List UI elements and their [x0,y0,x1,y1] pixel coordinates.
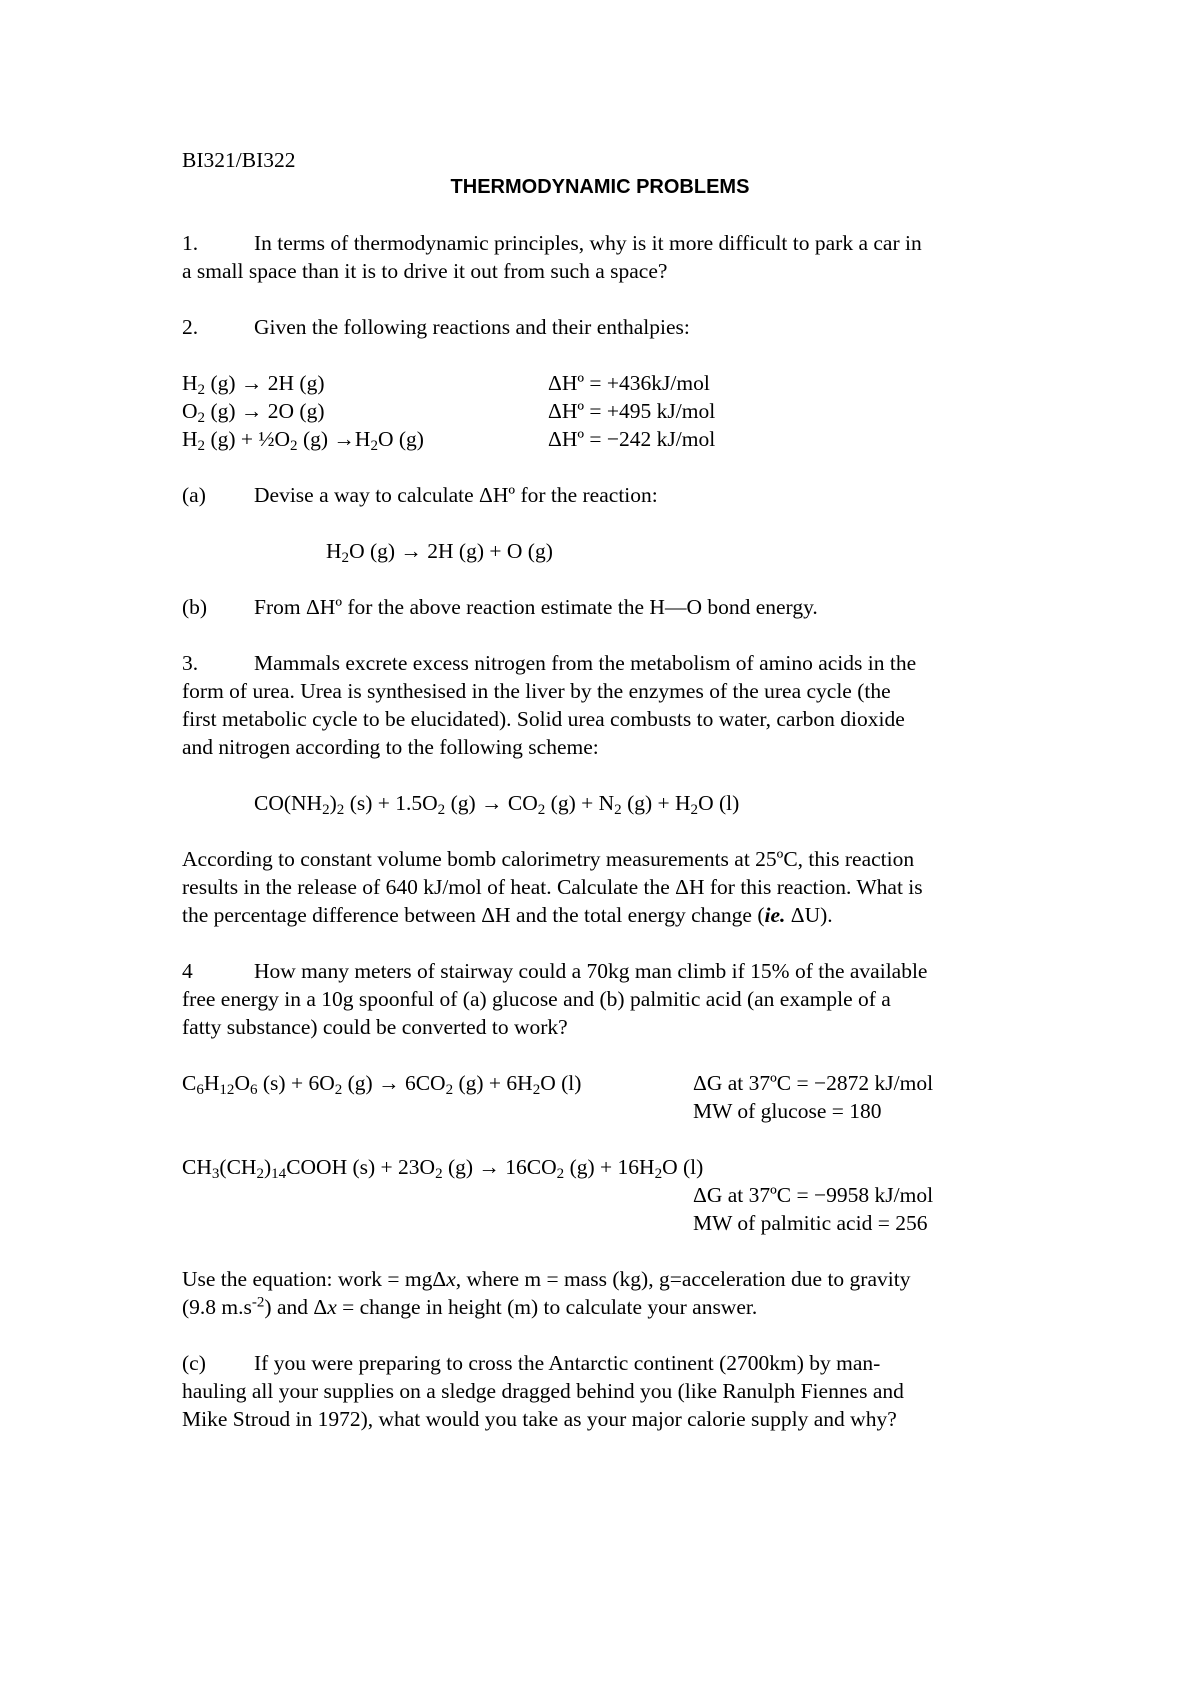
glucose-free-energy: ΔG at 37ºC = −2872 kJ/mol [693,1071,934,1095]
q3-line-3: first metabolic cycle to be elucidated). Solid urea combusts to water, carbon dioxide [182,707,905,731]
work-equation-line-1: Use the equation: work = mgΔx, where m = mass (kg), g=acceleration due to gravity [182,1267,911,1291]
q4c-label: (c) [182,1351,206,1375]
q4-line-1: 4 How many meters of stairway could a 70kg man climb if 15% of the available [182,959,928,983]
q4c-line-1: (c) If you were preparing to cross the Antarctic continent (2700km) by man- [182,1351,881,1375]
glucose-molecular-weight: MW of glucose = 180 [693,1099,882,1123]
q3-line-1: 3. Mammals excrete excess nitrogen from the metabolism of amino acids in the [182,651,917,675]
page-title: THERMODYNAMIC PROBLEMS [450,176,750,198]
q2b-text: (b) From ΔHº for the above reaction estimate the H—O bond energy. [182,595,818,619]
palmitic-free-energy: ΔG at 37ºC = −9958 kJ/mol [693,1183,934,1207]
reaction-o2-dissociation: $O_2$ (g) → 2O (g) [182,399,325,426]
q2b-label: (b) [182,595,208,619]
enthalpy-o2: ΔHº = +495 kJ/mol [548,399,716,423]
q3-line-2: form of urea. Urea is synthesised in the liver by the enzymes of the urea cycle (the [182,679,891,703]
q4c-line-3: Mike Stroud in 1972), what would you take as your major calorie supply and why? [182,1407,897,1431]
q3-after-1: According to constant volume bomb calorimetry measurements at 25ºC, this reaction [182,847,915,871]
q4-number: 4 [182,959,193,983]
reaction-water-dissociation: $H_2O$ (g) → 2H (g) + O (g) [326,539,553,566]
q4c-line-2: hauling all your supplies on a sledge dragged behind you (like Ranulph Fiennes and [182,1379,904,1403]
q2-intro: 2. Given the following reactions and their enthalpies: [182,315,690,339]
course-code: BI321/BI322 [182,148,296,172]
q3-line-4: and nitrogen according to the following scheme: [182,735,599,759]
work-equation-line-2: (9.8 $m.s^{-2}$) and Δx = change in height (m) to calculate your answer. [182,1294,758,1319]
q2a-text: (a) Devise a way to calculate ΔHº for the reaction: [182,483,658,507]
enthalpy-h2: ΔHº = +436kJ/mol [548,371,710,395]
q4-line-3: fatty substance) could be converted to work? [182,1015,568,1039]
q1-line-2: a small space than it is to drive it out from such a space? [182,259,668,283]
q2a-label: (a) [182,483,206,507]
q3-after-2: results in the release of 640 kJ/mol of heat. Calculate the ΔH for this reaction. What is [182,875,923,899]
enthalpy-water: ΔHº = −242 kJ/mol [548,427,716,451]
reaction-glucose-combustion: $C_6H_{12}O_6$ $(s) + 6O_2$ $(g) \to 6CO_2$ $(g) + 6H_2O$ (l) [182,1071,582,1098]
q3-after-3: the percentage difference between ΔH and the total energy change (ie. ΔU). [182,903,833,927]
reaction-urea-combustion: $CO(NH_2)_2$ $(s) + 1.5O_2$ $(g) \to CO_2$ $(g) + N_2$ $(g) + H_2O$ (l) [254,791,740,818]
q4-line-2: free energy in a 10g spoonful of (a) glucose and (b) palmitic acid (an example of a [182,987,891,1011]
q3-number: 3. [182,651,199,675]
q1-number: 1. [182,231,199,255]
palmitic-molecular-weight: MW of palmitic acid = 256 [693,1211,928,1235]
reaction-water-formation: $H_2$ $(g) + \frac{1}{2}O_2$ $(g) \to H_2O$ (g) [182,427,424,454]
reaction-palmitic-combustion: $CH_3(CH_2)_{14}COOH$ $(s) + 23O_2$ $(g) \to 16CO_2$ $(g) + 16H_2O$ (l) [182,1155,704,1182]
reaction-h2-dissociation: $H_2$ (g) → 2H (g) [182,371,325,398]
q2-number: 2. [182,315,199,339]
q1-line-1: 1. In terms of thermodynamic principles, why is it more difficult to park a car in [182,231,922,255]
